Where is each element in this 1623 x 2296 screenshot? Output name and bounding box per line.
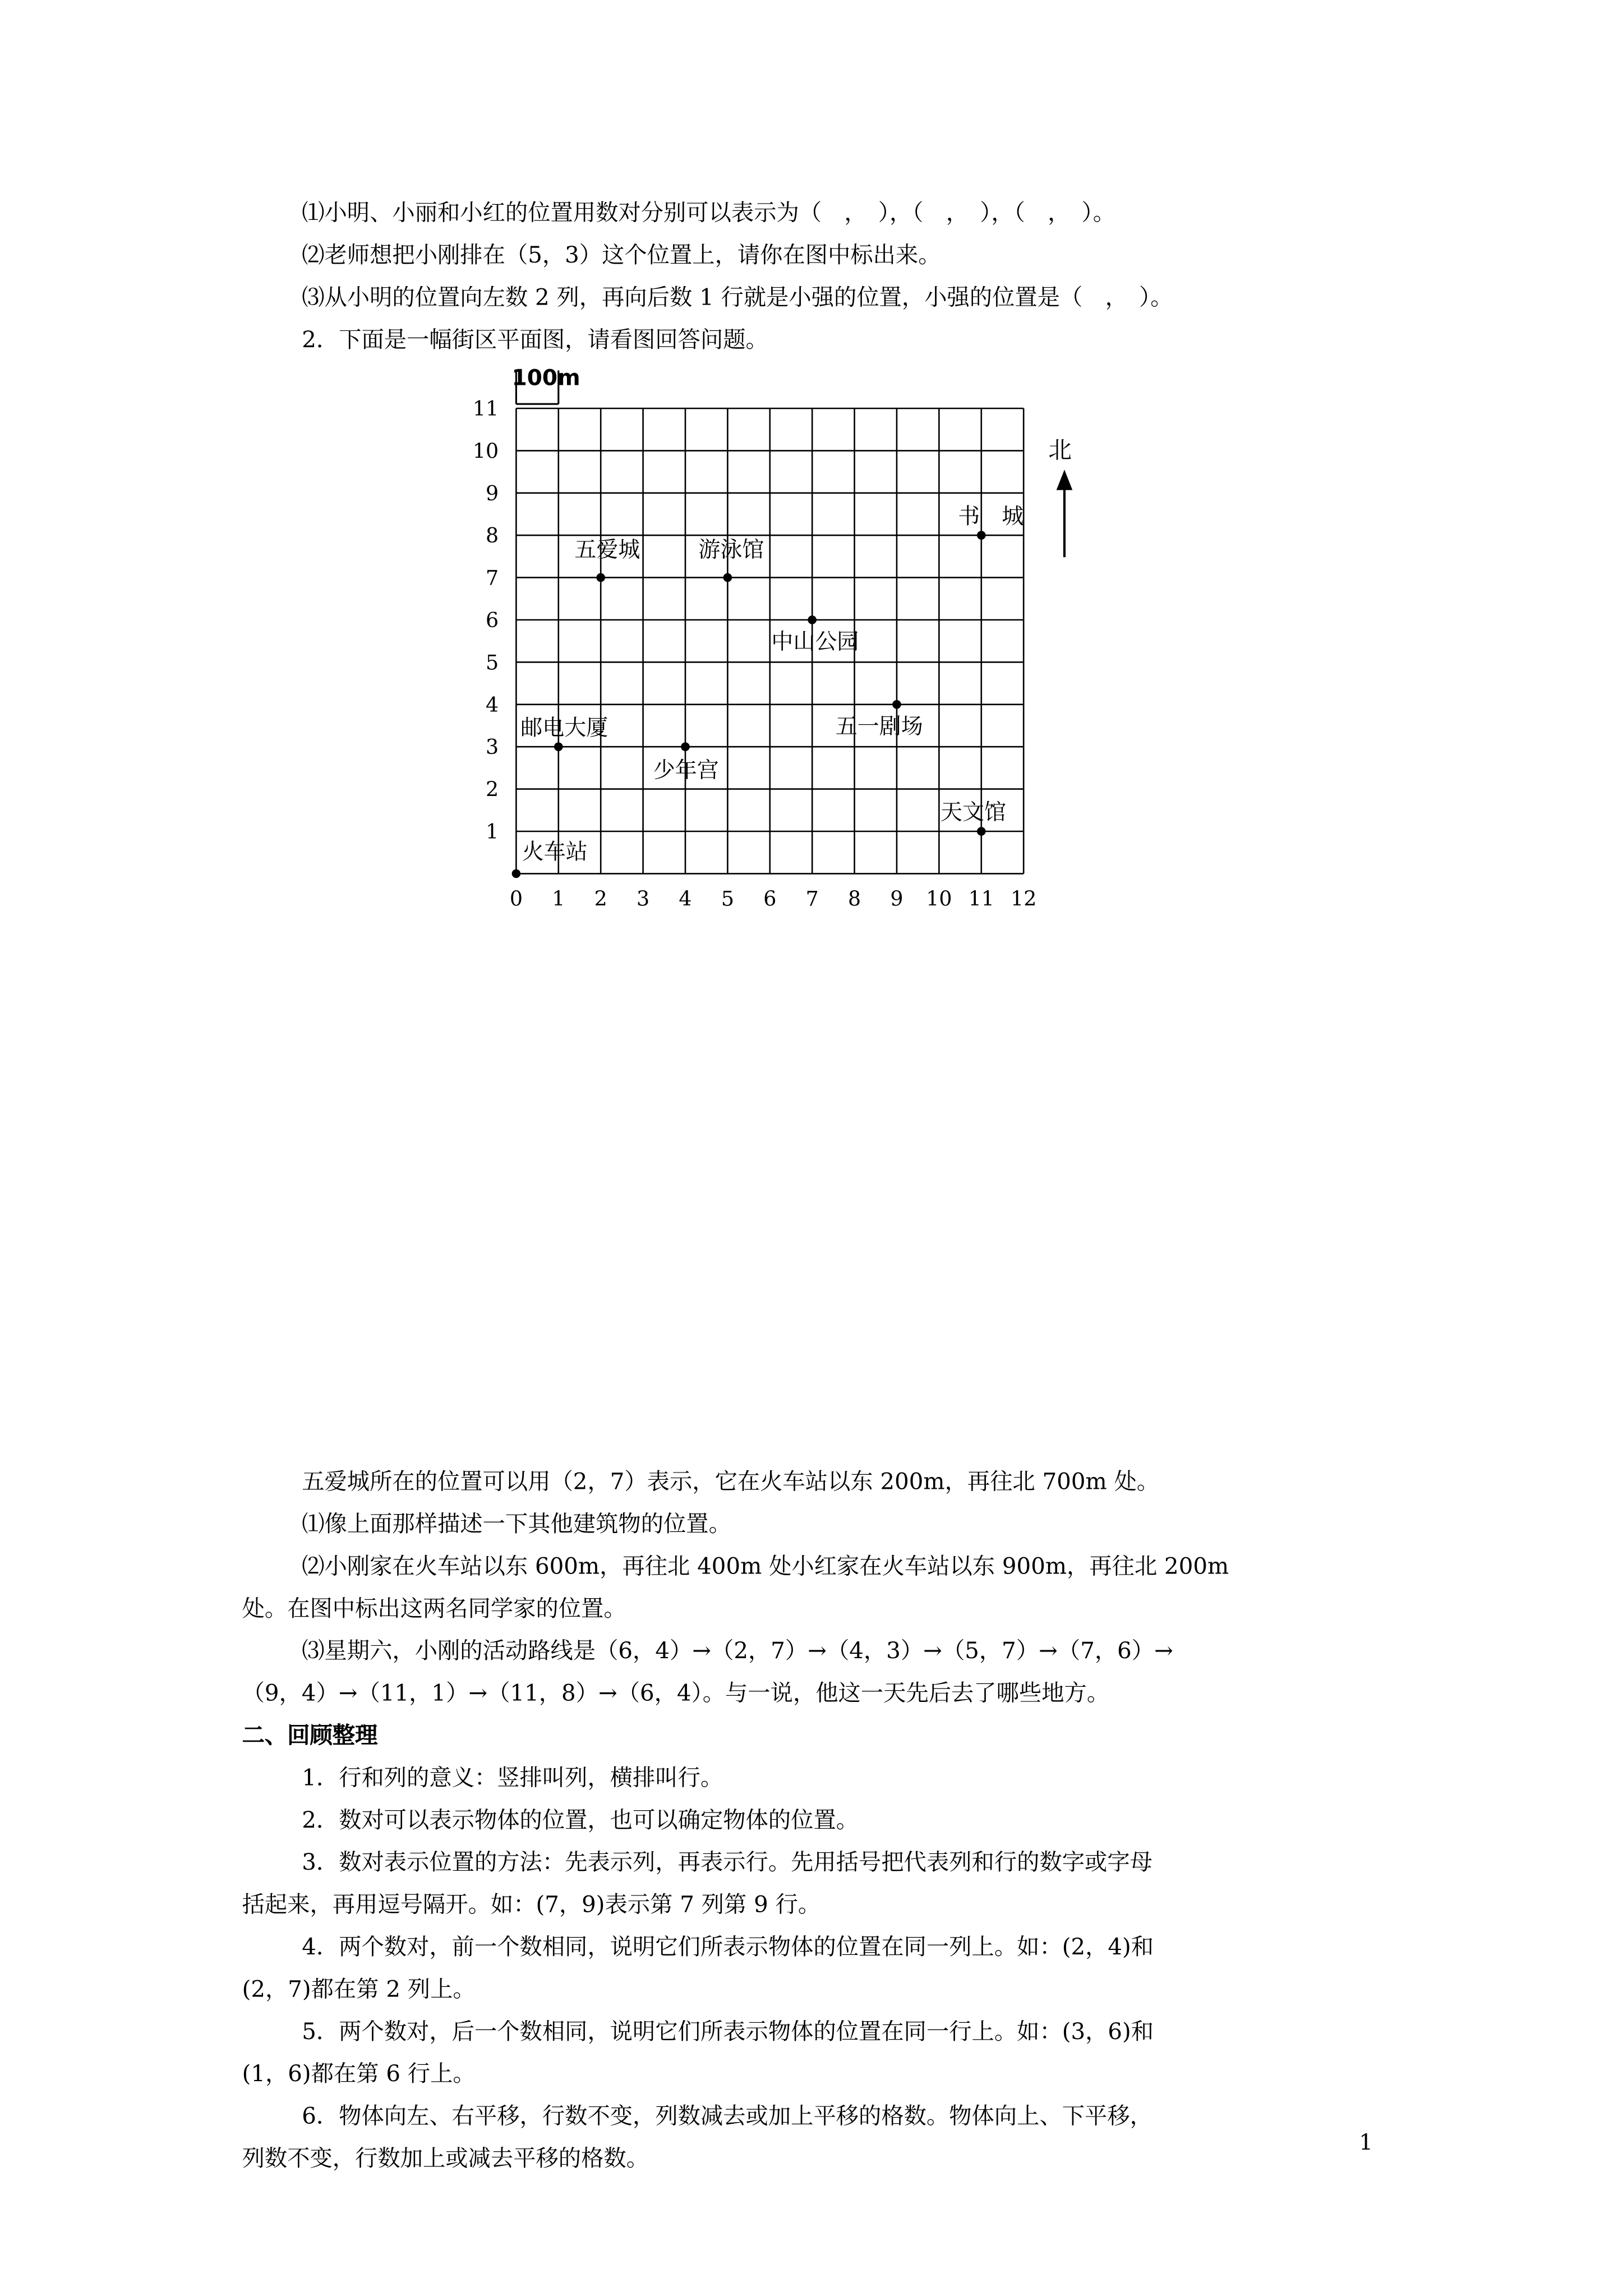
map-place: [512, 839, 588, 878]
y-tick-label: 8: [486, 523, 499, 548]
task-2-line-1: ⑵小刚家在火车站以东 600m，再往北 400m 处小红家在火车站以东 900m，再往北 200m: [302, 1553, 1229, 1580]
x-tick-label: 12: [1011, 886, 1037, 911]
question-1-1: ⑴小明、小丽和小红的位置用数对分别可以表示为（ ， ），（ ， ），（ ， ）。: [302, 200, 1116, 226]
map-place: [520, 715, 608, 751]
y-tick-label: 10: [472, 439, 499, 463]
x-axis-ticks: [510, 887, 1037, 911]
task-3-line-1: ⑶星期六，小刚的活动路线是（6，4）→（2，7）→（4，3）→（5，7）→（7，6）→: [302, 1637, 1173, 1664]
x-tick-label: 10: [926, 886, 952, 911]
place-dot: [892, 700, 901, 709]
street-map: [459, 353, 1101, 914]
place-label: 少年宫: [653, 757, 719, 783]
y-tick-label: 11: [472, 396, 499, 421]
page-number: 1: [1359, 2129, 1373, 2156]
place-label: 中山公园: [771, 629, 859, 655]
y-tick-label: 1: [486, 820, 499, 844]
place-dot: [808, 615, 817, 624]
y-tick-label: 3: [486, 735, 499, 760]
review-item-4-line-1: 4．两个数对，前一个数相同，说明它们所表示物体的位置在同一列上。如：(2，4)和: [302, 1934, 1154, 1961]
question-2-intro: 2．下面是一幅街区平面图，请看图回答问题。: [302, 326, 768, 353]
place-label: 天文馆: [940, 800, 1007, 826]
x-tick-label: 9: [890, 886, 903, 911]
x-tick-label: 8: [848, 886, 861, 911]
x-tick-label: 2: [594, 886, 607, 911]
scale-label: 100m: [511, 365, 580, 391]
map-place: [771, 615, 859, 655]
question-1-2: ⑵老师想把小刚排在（5，3）这个位置上，请你在图中标出来。: [302, 242, 941, 269]
x-tick-label: 0: [509, 886, 523, 911]
review-item-3-line-2: 括起来，再用逗号隔开。如：(7，9)表示第 7 列第 9 行。: [242, 1892, 821, 1918]
map-place: [958, 504, 1023, 540]
place-dot: [977, 827, 986, 836]
x-tick-label: 1: [552, 886, 565, 911]
review-item-4-line-2: (2，7)都在第 2 列上。: [242, 1976, 476, 2003]
place-dot: [554, 742, 563, 751]
y-tick-label: 9: [486, 481, 499, 505]
review-item-1: 1．行和列的意义：竖排叫列，横排叫行。: [302, 1765, 723, 1791]
place-dot: [596, 573, 605, 582]
review-item-2: 2．数对可以表示物体的位置，也可以确定物体的位置。: [302, 1807, 859, 1834]
review-item-5-line-2: (1，6)都在第 6 行上。: [242, 2060, 476, 2087]
review-heading: 二、回顾整理: [242, 1722, 378, 1749]
review-item-6-line-1: 6．物体向左、右平移，行数不变，列数减去或加上平移的格数。物体向上、下平移，: [302, 2103, 1152, 2129]
x-tick-label: 11: [968, 886, 994, 911]
north-label: 北: [1048, 436, 1072, 464]
map-place: [836, 700, 923, 739]
map-place: [940, 800, 1006, 836]
y-tick-label: 6: [486, 608, 499, 632]
y-tick-label: 4: [486, 692, 499, 717]
y-axis-ticks: [473, 397, 499, 844]
y-tick-label: 2: [486, 777, 499, 802]
task-1: ⑴像上面那样描述一下其他建筑物的位置。: [302, 1511, 731, 1538]
map-places: [512, 504, 1024, 878]
place-label: 游泳馆: [698, 537, 764, 563]
place-label: 五爱城: [574, 537, 640, 563]
place-dot: [977, 531, 986, 540]
y-tick-label: 7: [486, 565, 499, 590]
map-place: [698, 537, 764, 582]
x-tick-label: 4: [679, 886, 692, 911]
task-3-line-2: （9，4）→（11，1）→（11，8）→（6，4）。与一说，他这一天先后去了哪些地方。: [242, 1680, 1110, 1706]
question-1-3: ⑶从小明的位置向左数 2 列，再向后数 1 行就是小强的位置，小强的位置是（ ， ）。: [302, 284, 1173, 311]
map-place: [574, 537, 640, 582]
review-item-5-line-1: 5．两个数对，后一个数相同，说明它们所表示物体的位置在同一行上。如：(3，6)和: [302, 2018, 1154, 2045]
place-dot: [723, 573, 732, 582]
review-item-6-line-2: 列数不变，行数加上或减去平移的格数。: [242, 2145, 649, 2172]
x-tick-label: 7: [805, 886, 819, 911]
review-item-3-line-1: 3．数对表示位置的方法：先表示列，再表示行。先用括号把代表列和行的数字或字母: [302, 1849, 1152, 1876]
scale-bar: [512, 365, 580, 404]
place-label: 火车站: [522, 839, 588, 865]
x-tick-label: 3: [637, 886, 650, 911]
example-description: 五爱城所在的位置可以用（2，7）表示，它在火车站以东 200m，再往北 700m 处。: [302, 1469, 1160, 1495]
place-label: 五一剧场: [835, 714, 923, 739]
north-arrow-icon: [1048, 436, 1072, 557]
x-tick-label: 6: [763, 886, 777, 911]
x-tick-label: 5: [721, 886, 734, 911]
map-place: [653, 742, 719, 783]
place-label: 邮电大厦: [520, 715, 608, 741]
place-label: 书 城: [958, 504, 1024, 530]
place-dot: [512, 869, 521, 878]
y-tick-label: 5: [486, 650, 499, 675]
task-2-line-2: 处。在图中标出这两名同学家的位置。: [242, 1595, 626, 1622]
place-dot: [681, 742, 690, 751]
